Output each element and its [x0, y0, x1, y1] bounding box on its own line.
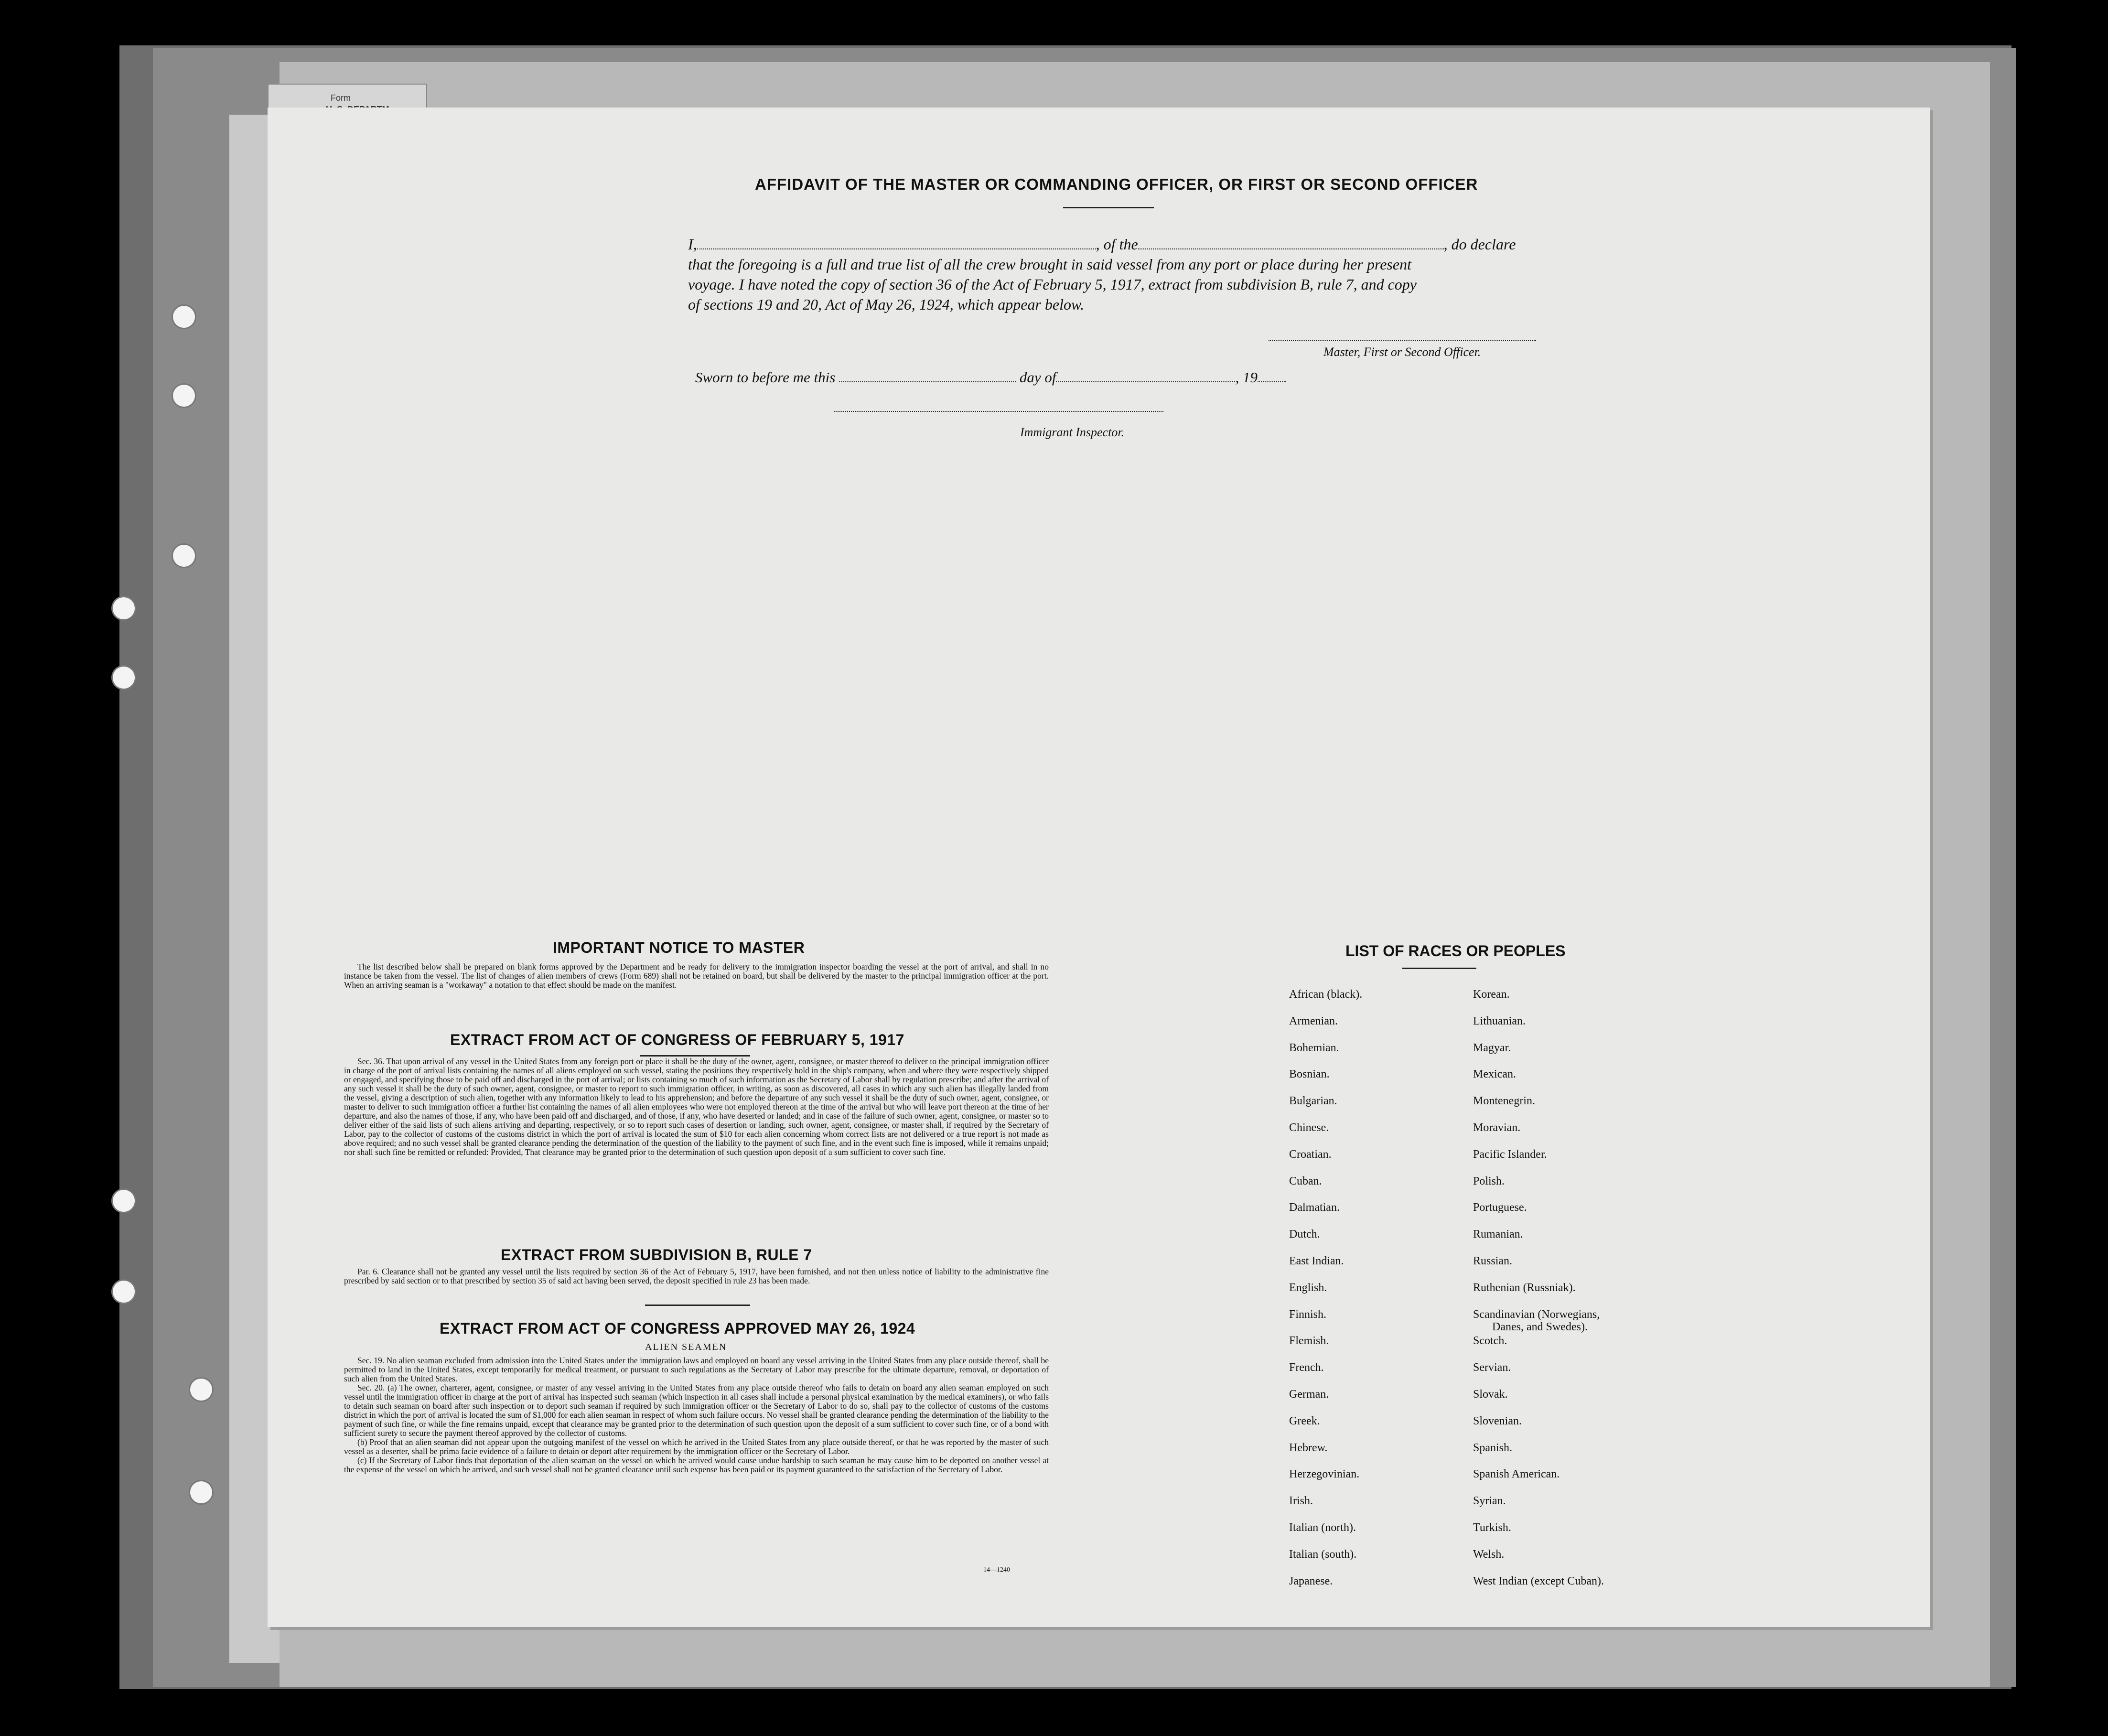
race-item-right: Ruthenian (Russniak). [1473, 1281, 1576, 1294]
sworn-year-field[interactable] [1258, 381, 1286, 382]
extract-rule7-text [344, 1267, 1049, 1285]
form-label: Form [331, 93, 351, 103]
race-item-left: Bosnian. [1289, 1068, 1330, 1081]
notice-paragraph: The list described below shall be prepared on blank forms approved by the Department and be ready for delivery to the immigration inspector boarding the vessel at the port of arrival, and shall in no instance be taken from the vessel. The list of changes of alien members of crews (Form 689) shall not be retained on board, but shall be delivered by the master to the principal immigration officer at the port. When an arriving seaman is a "workaway" a notation to that effect should be made on the manifest. [344, 962, 1049, 990]
race-item-left: Cuban. [1289, 1175, 1322, 1187]
extract-rule7-rule [645, 1305, 750, 1306]
race-item-right: West Indian (except Cuban). [1473, 1574, 1604, 1587]
master-signature-line[interactable] [1269, 340, 1536, 341]
race-item-right: Syrian. [1473, 1495, 1506, 1508]
section-19-paragraph: Sec. 19. No alien seaman excluded from admission into the United States under the immigration laws and employed on board any vessel arriving in the United States from any place outside thereof, shall be permitted to land in the United States, except temporarily for medical treatment, or pursuant to such regulations as the Secretary of Labor may prescribe for the ultimate departure, removal, or deportation of such alien from the United States. [344, 1356, 1049, 1383]
race-item-left: Finnish. [1289, 1308, 1327, 1321]
sworn-line [695, 369, 1286, 386]
race-item-right: Moravian. [1473, 1121, 1521, 1134]
vessel-name-field[interactable] [1138, 248, 1444, 249]
race-item-left: Irish. [1289, 1495, 1313, 1508]
race-item-left: Bohemian. [1289, 1041, 1339, 1054]
race-item-right: Spanish American. [1473, 1468, 1560, 1481]
sworn-day-field[interactable] [839, 381, 1016, 382]
sworn-prefix: Sworn to before me this [695, 369, 836, 386]
race-item-left: Flemish. [1289, 1335, 1329, 1348]
declaration-text [688, 234, 1567, 314]
do-declare-label: , do declare [1443, 236, 1516, 253]
section-36-paragraph: Sec. 36. That upon arrival of any vessel in the United States from any foreign port or place it shall be the duty of the owner, agent, consignee, or master thereof to deliver to the principal immigration officer in charge of the port of arrival lists containing the names of all aliens employed on such vessel, stating the positions they respectively hold in the ship's company, when and where they were respectively shipped or engaged, and specifying those to be paid off and discharged in the port of arrival; or lists containing so much of such information as the Secretary of Labor shall by regulation prescribe; and after the arrival of any such vessel it shall be the duty of such owner, agent, consignee, or master to report to such immigration officer, in writing, as soon as discovered, all cases in which any such alien has illegally landed from the vessel, giving a description of such alien, together with any information likely to lead to his apprehension; and before the departure of any such vessel it shall be the duty of such owner, agent, consignee, or master to deliver to such immigration officer a further list containing the names of all alien employees who were not employed thereon at the time of the arrival but who will leave port thereon at the time of her departure, and also the names of those, if any, who have been paid off and discharged, and of those, if any, who have deserted or landed; and in case of the failure of such owner, agent, consignee, or master so to deliver either of the said lists of such aliens arriving and departing, respectively, or so to report such cases of desertion or landing, such owner, agent, consignee, or master shall, if required by the Secretary of Labor, pay to the collector of customs of the customs district in which the port of arrival is located the sum of $10 for each alien concerning whom correct lists are not delivered or a true report is not made as above required; and no such vessel shall be granted clearance pending the determination of the question of the liability to the payment of such fine, and in the event such fine is imposed, while it remains unpaid; nor shall such fine be remitted or refunded: Provided, That clearance may be granted prior to the determination of such question upon deposit of a sum sufficient to cover such fine. [344, 1057, 1049, 1157]
extract-1924-heading: EXTRACT FROM ACT OF CONGRESS APPROVED MAY 26, 1924 [440, 1320, 915, 1337]
race-item-right: Mexican. [1473, 1068, 1516, 1081]
race-item-right: Slovak. [1473, 1388, 1508, 1401]
race-item-right: Korean. [1473, 988, 1510, 1001]
race-item-right: Welsh. [1473, 1548, 1505, 1561]
extract-1924-text [344, 1356, 1049, 1474]
year-prefix: , 19 [1235, 369, 1258, 386]
race-item-right: Slovenian. [1473, 1414, 1522, 1427]
title-rule [1063, 207, 1154, 208]
race-item-left: Italian (south). [1289, 1548, 1357, 1561]
race-item-left: German. [1289, 1388, 1329, 1401]
race-item-right: Magyar. [1473, 1041, 1511, 1054]
i-label: I, [688, 236, 697, 253]
race-item-left: Croatian. [1289, 1148, 1332, 1161]
race-item-left: African (black). [1289, 988, 1363, 1001]
notice-heading: IMPORTANT NOTICE TO MASTER [553, 939, 805, 956]
declaration-line-4: of sections 19 and 20, Act of May 26, 1924, which appear below. [688, 296, 1084, 313]
of-the-label: , of the [1096, 236, 1138, 253]
alien-seamen-subheading: ALIEN SEAMEN [645, 1342, 727, 1352]
sworn-month-field[interactable] [1056, 381, 1235, 382]
race-item-left: Armenian. [1289, 1014, 1338, 1027]
race-item-right: Danes, and Swedes). [1492, 1320, 1588, 1333]
race-item-left: Dalmatian. [1289, 1201, 1340, 1214]
extract-1917-text [344, 1057, 1049, 1157]
race-item-right: Polish. [1473, 1175, 1505, 1187]
race-item-right: Turkish. [1473, 1521, 1511, 1534]
race-item-right: Servian. [1473, 1361, 1511, 1374]
race-item-left: East Indian. [1289, 1255, 1344, 1267]
master-signature-caption: Master, First or Second Officer. [1323, 345, 1481, 359]
race-item-left: Hebrew. [1289, 1441, 1328, 1454]
race-item-left: Dutch. [1289, 1228, 1320, 1241]
races-title-rule [1402, 968, 1476, 969]
inspector-signature-line[interactable] [834, 411, 1163, 412]
race-item-right: Rumanian. [1473, 1228, 1523, 1241]
section-20a-paragraph: Sec. 20. (a) The owner, charterer, agent, consignee, or master of any vessel arriving in the United States from any place outside thereof who fails to detain on board any alien seaman employed on such vessel until the immigration officer in charge at the port of arrival has inspected such seaman (which inspection in all cases shall include a personal physical examination by the medical examiners), or who fails to detain such seaman on board after such inspection or to deport such seaman if required by such immigration officer or the Secretary of Labor to do so, shall pay to the collector of customs of the customs district in which the port of arrival is located the sum of $1,000 for each alien seaman in respect of whom such failure occurs. No vessel shall be granted clearance pending the determination of the liability to the payment of such fine, or while the fine remains unpaid, except that clearance may be granted prior to the determination of such question upon the deposit of a sum sufficient to cover such fine, or of a bond with sufficient surety to secure the payment thereof approved by the collector of customs. [344, 1383, 1049, 1438]
day-of-label: day of [1019, 369, 1056, 386]
race-item-right: Portuguese. [1473, 1201, 1527, 1214]
race-item-right: Russian. [1473, 1255, 1513, 1267]
extract-rule7-heading: EXTRACT FROM SUBDIVISION B, RULE 7 [501, 1246, 812, 1263]
notice-text [344, 962, 1049, 990]
race-item-right: Scotch. [1473, 1335, 1507, 1348]
declaration-line-2: that the foregoing is a full and true list of all the crew brought in said vessel from any port or place during her present [688, 256, 1411, 273]
race-item-left: French. [1289, 1361, 1324, 1374]
race-item-left: Italian (north). [1289, 1521, 1356, 1534]
section-20b-paragraph: (b) Proof that an alien seaman did not appear upon the outgoing manifest of the vessel on which he arrived in the United States from any place outside thereof, or that he was reported by the master of such vessel as a deserter, shall be prima facie evidence of a failure to detain or deport after requirement by the immigration officer or the Secretary of Labor. [344, 1437, 1049, 1456]
race-item-right: Scandinavian (Norwegians, [1473, 1308, 1600, 1321]
race-item-left: Chinese. [1289, 1121, 1329, 1134]
races-title: LIST OF RACES OR PEOPLES [1345, 942, 1566, 960]
inspector-signature-caption: Immigrant Inspector. [1020, 425, 1125, 439]
section-20c-paragraph: (c) If the Secretary of Labor finds that deportation of the alien seaman on the vessel on which he arrived would cause undue hardship to such seaman he may cause him to be deported on another vessel at the expense of the vessel on which he arrived, and such vessel shall not be granted clearance until such expense has been paid or its payment guaranteed to the satisfaction of the Secretary of Labor. [344, 1456, 1049, 1474]
race-item-right: Pacific Islander. [1473, 1148, 1547, 1161]
extract-1917-heading: EXTRACT FROM ACT OF CONGRESS OF FEBRUARY 5, 1917 [450, 1031, 904, 1048]
race-item-left: Japanese. [1289, 1574, 1333, 1587]
master-name-field[interactable] [697, 248, 1096, 249]
affidavit-title: AFFIDAVIT OF THE MASTER OR COMMANDING OFFICER, OR FIRST OR SECOND OFFICER [755, 175, 1478, 193]
form-number: 14—1240 [983, 1566, 1010, 1574]
par-6-paragraph: Par. 6. Clearance shall not be granted any vessel until the lists required by section 36 of the Act of February 5, 1917, have been furnished, and not then unless notice of liability to the administrative fine prescribed by said section or to that prescribed by section 35 of said act having been served, the deposit specified in rule 23 has been made. [344, 1267, 1049, 1285]
race-item-left: Bulgarian. [1289, 1095, 1337, 1108]
race-item-right: Lithuanian. [1473, 1014, 1526, 1027]
race-item-right: Spanish. [1473, 1441, 1513, 1454]
declaration-line-3: voyage. I have noted the copy of section 36 of the Act of February 5, 1917, extract from subdivision B, rule 7, and copy [688, 276, 1417, 293]
race-item-left: Greek. [1289, 1414, 1320, 1427]
race-item-left: English. [1289, 1281, 1327, 1294]
race-item-left: Herzegovinian. [1289, 1468, 1360, 1481]
race-item-right: Montenegrin. [1473, 1095, 1535, 1108]
